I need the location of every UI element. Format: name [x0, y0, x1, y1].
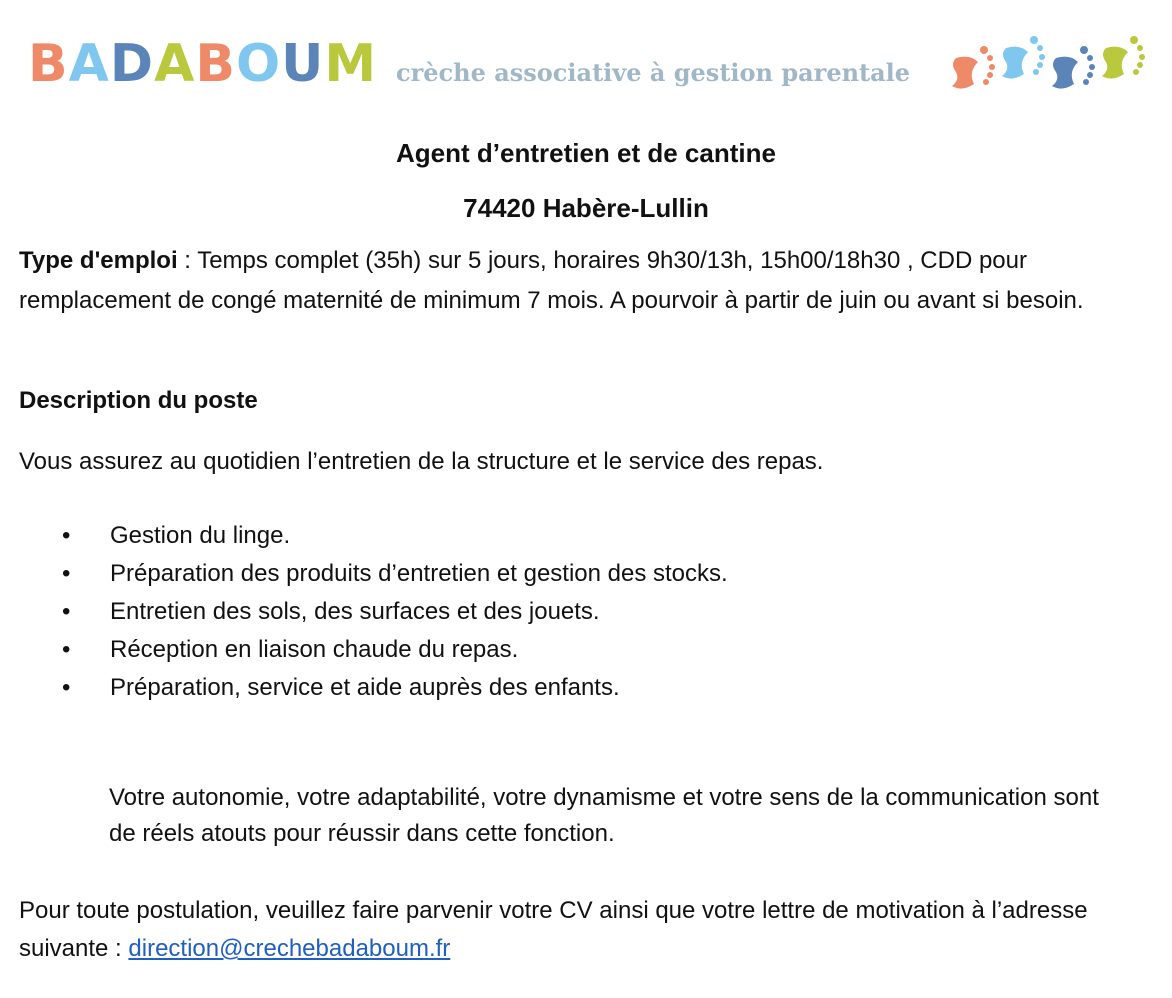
list-item: • Préparation, service et aide auprès des enfants.	[62, 669, 1062, 707]
job-location: 74420 Habère-Lullin	[463, 193, 709, 223]
logo-letter: U	[281, 34, 325, 94]
job-title: Agent d’entretien et de cantine	[396, 138, 776, 168]
description-intro: Vous assurez au quotidien l’entretien de la structure et le service des repas.	[19, 448, 824, 475]
description-heading: Description du poste	[19, 387, 258, 414]
employment-type	[19, 241, 1144, 321]
logo-letter: A	[68, 34, 110, 94]
footprint	[1102, 36, 1145, 79]
employment-type-text: : Temps complet (35h) sur 5 jours, horaires 9h30/13h, 15h00/18h30 , CDD pour remplacement de congé maternité de minimum 7 mois. A pourvoir à partir de juin ou avant si besoin.	[19, 247, 1084, 314]
list-item: • Préparation des produits d’entretien et gestion des stocks.	[62, 555, 1062, 593]
task-list	[62, 517, 1062, 707]
footprint	[952, 46, 995, 89]
footprint	[1002, 36, 1045, 79]
logo-letter: O	[235, 34, 282, 94]
list-item: • Réception en liaison chaude du repas.	[62, 631, 1062, 669]
list-item: • Gestion du linge.	[62, 517, 1062, 555]
logo-letter: A	[154, 34, 196, 94]
footprint	[1052, 46, 1095, 89]
footprints-icon	[946, 30, 1146, 102]
email-link[interactable]: direction@crechebadaboum.fr	[128, 935, 451, 962]
logo-letter: M	[324, 34, 378, 94]
logo-letter: D	[109, 34, 155, 94]
application-text: Pour toute postulation, veuillez faire parvenir votre CV ainsi que votre lettre de motivation à l’adresse suivante :	[19, 897, 1088, 962]
employment-type-label: Type d'emploi	[19, 247, 178, 274]
application-paragraph	[19, 892, 1144, 968]
badaboum-logo	[28, 34, 377, 94]
tagline: crèche associative à gestion parentale	[396, 58, 911, 87]
list-item: • Entretien des sols, des surfaces et des jouets.	[62, 593, 1062, 631]
logo-letter: B	[28, 34, 69, 94]
qualities-paragraph: Votre autonomie, votre adaptabilité, votre dynamisme et votre sens de la communication sont de réels atouts pour réussir dans cette fonction.	[109, 784, 1099, 847]
page-header	[28, 30, 1148, 102]
logo-letter: B	[195, 34, 236, 94]
